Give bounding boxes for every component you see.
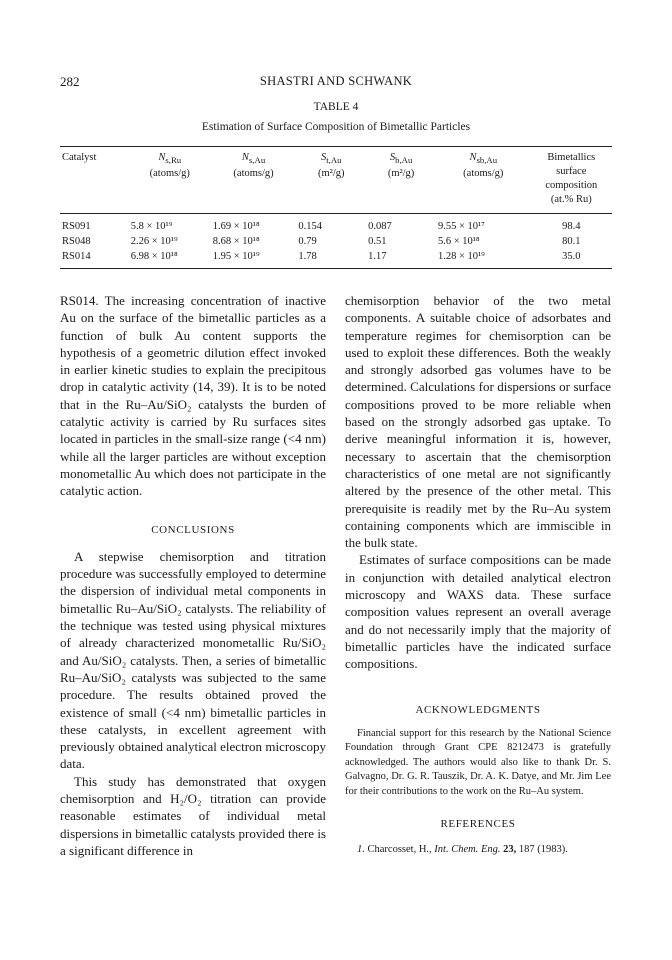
- cell-ns-au: 1.69 × 10¹⁸: [212, 221, 260, 232]
- reference-author: Charcosset, H.,: [367, 843, 432, 855]
- reference-volume: 23,: [503, 843, 517, 855]
- acknowledgments-heading: ACKNOWLEDGMENTS: [415, 703, 541, 716]
- table-title: Estimation of Surface Composition of Bimetallic Particles: [201, 121, 471, 133]
- table-row: [60, 214, 612, 235]
- body-paragraph: chemisorption behavior of the two metal components. A suitable choice of adsorbates and temperature regimes for chemisorption can be used to exploit these differences. Both the weakly and strongly adsorbed gas volumes have to be determined. Calculations for dispersions or surface compositions proved to be more reliable when based on the strongly adsorbed gas uptake. To derive meaningful information it is, however, necessary to ascertain that the chemisorption characteristics of one metal are not significantly altered by the presence of the other metal. This prerequisite is readily met by the Ru–Au system containing components which are immiscible in the bulk state.: [345, 293, 611, 551]
- running-head: SHASTRI AND SCHWANK: [259, 74, 413, 88]
- cell-surface: 98.4: [562, 221, 581, 232]
- cell-catalyst: RS014: [60, 249, 129, 269]
- cell-ns-au: 1.95 × 10¹⁹: [211, 249, 297, 269]
- acknowledgments-text: Financial support for this research by the National Science Foundation through Grant CPE 8212473 is gratefully acknowledged. The authors would also like to thank Dr. S. Galvagno, Dr. G. R. Tauszik, Dr. A. K. Datye, and Mr. Jim Lee for their contributions to the work on the Ru–Au system.: [345, 727, 611, 797]
- cell-st-au: 0.79: [298, 236, 317, 247]
- body-paragraph: RS014. The increasing concentration of inactive Au on the surface of the bimetallic particles as a function of bulk Au content supports the hypothesis of a geometric dilution effect invoked in earlier kinetic studies to explain the precipitous drop in catalytic activity (14, 39). It is to be noted that in the Ru–Au/SiO₂ catalysts the burden of catalytic activity is carried by Ru surfaces sites located in particles in the small-size range (<4 nm) while all the larger particles are without exception monometallic Au which does not participate in the catalytic action.: [60, 293, 326, 499]
- header-sb-au: $S_{b,Au}$ (m²/g): [366, 147, 436, 214]
- header-surface-composition: Bimetallics surface composition (at.% Ru): [531, 147, 612, 214]
- page-number: 282: [60, 74, 80, 89]
- table-row: [60, 249, 612, 269]
- cell-nsb-au: 1.28 × 10¹⁹: [436, 249, 531, 269]
- header-catalyst: Catalyst: [60, 147, 129, 214]
- cell-st-au: 0.154: [298, 221, 322, 232]
- cell-st-au: 1.78: [296, 249, 366, 269]
- header-ns-ru: $N_{s,Ru}$ (atoms/g): [129, 147, 211, 214]
- cell-sb-au: 0.087: [368, 221, 392, 232]
- right-column: [345, 292, 611, 857]
- reference-pages: 187 (1983).: [518, 843, 568, 855]
- cell-catalyst: RS091: [62, 221, 91, 232]
- cell-sb-au: 0.51: [368, 236, 387, 247]
- cell-ns-ru: 6.98 × 10¹⁸: [129, 249, 211, 269]
- cell-surface: 80.1: [562, 236, 581, 247]
- cell-surface: 35.0: [531, 249, 612, 269]
- reference-number: 1.: [357, 843, 365, 855]
- table-label: TABLE 4: [313, 101, 359, 113]
- reference-journal: Int. Chem. Eng.: [434, 843, 501, 855]
- cell-sb-au: 1.17: [366, 249, 436, 269]
- cell-nsb-au: 5.6 × 10¹⁸: [437, 236, 480, 247]
- table-header-row: [60, 147, 612, 214]
- cell-catalyst: RS048: [62, 236, 91, 247]
- header-st-au: $S_{t,Au}$ (m²/g): [296, 147, 366, 214]
- header-ns-au: $N_{s,Au}$ (atoms/g): [211, 147, 297, 214]
- body-paragraph: Estimates of surface compositions can be made in conjunction with detailed analytical electron microscopy and WAXS data. These surface composition values represent an overall average and do not necessarily imply that the majority of bimetallic particles have the indicated surface compositions.: [345, 552, 611, 672]
- cell-ns-ru: 2.26 × 10¹⁹: [130, 236, 178, 247]
- table-row: [60, 234, 612, 249]
- composition-table: [60, 146, 612, 269]
- conclusions-heading: CONCLUSIONS: [151, 523, 235, 536]
- body-paragraph: A stepwise chemisorption and titration procedure was successfully employed to determine the dispersion of individual metal components in bimetallic Ru–Au/SiO₂ catalysts. The reliability of the technique was tested using physical mixtures of already characterized monometallic Ru/SiO₂ and Au/SiO₂ catalysts. Then, a series of bimetallic Ru–Au/SiO₂ catalysts was subjected to the same procedure. The results obtained proved the existence of small (<4 nm) bimetallic particles in these catalysts, in excellent agreement with previously obtained analytical electron microscopy data.: [60, 548, 326, 772]
- reference-item: [345, 843, 611, 857]
- left-column: [60, 292, 326, 859]
- header-nsb-au: $N_{sb,Au}$ (atoms/g): [436, 147, 531, 214]
- cell-ns-au: 8.68 × 10¹⁸: [212, 236, 260, 247]
- cell-nsb-au: 9.55 × 10¹⁷: [437, 221, 485, 232]
- cell-ns-ru: 5.8 × 10¹⁹: [130, 221, 173, 232]
- references-heading: REFERENCES: [440, 818, 516, 831]
- body-paragraph: This study has demonstrated that oxygen chemisorption and H₂/O₂ titration can provide reasonable estimates of individual metal dispersions in bimetallic catalysts provided there is a significant difference in: [60, 773, 326, 858]
